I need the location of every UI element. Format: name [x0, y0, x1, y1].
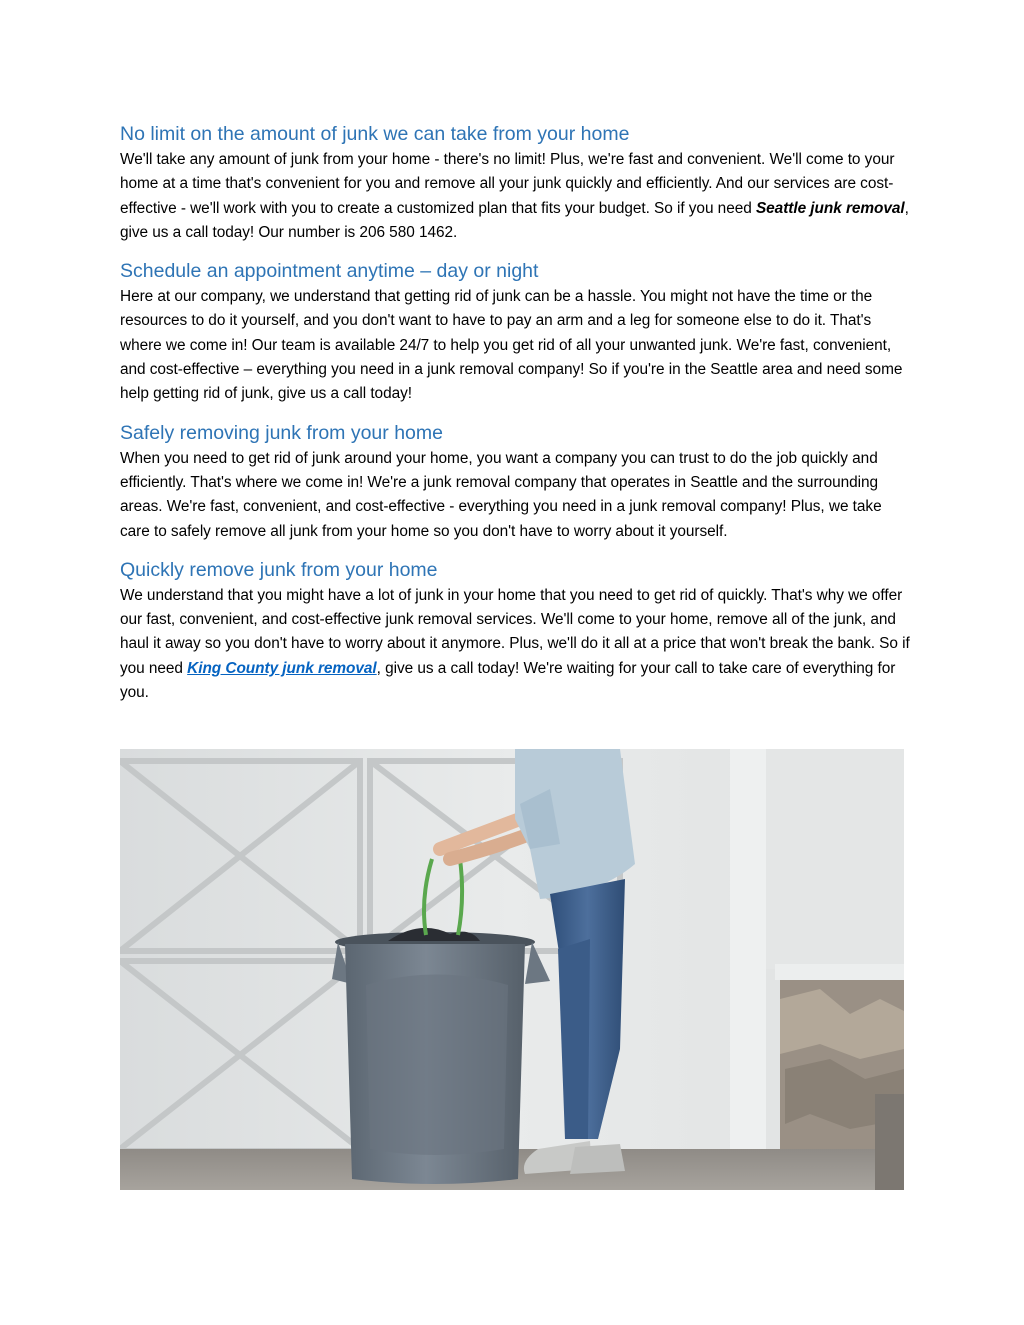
trash-can-photo [120, 749, 904, 1190]
paragraph-text: , give us a call today! We're waiting for your call to take care of everything for you. [120, 659, 896, 702]
section-heading-safely-removing: Safely removing junk from your home [120, 421, 443, 444]
paragraph-text: We'll take any amount of junk from your home - there's no limit! Plus, we're fast and convenient. We'll come to your home at a time that's convenient for you and remove all your junk quickly and efficiently. And our services are cost-effective - we'll work with you to create a customized plan that fits your budget. So if you need [120, 151, 895, 217]
paragraph-text: We understand that you might have a lot of junk in your home that you need to get rid of quickly. That's why we offer our fast, convenient, and cost-effective junk removal services. We'll come to your home, remove all of the junk, and haul it away so you don't have to worry about it anymore. Plus, we'll do it all at a price that won't break the bank. So if you need [120, 586, 910, 677]
keyword-seattle-junk-removal: Seattle junk removal [755, 199, 905, 217]
section-heading-schedule: Schedule an appointment anytime – day or night [120, 260, 539, 283]
section-paragraph-quickly-remove [120, 584, 910, 705]
paragraph-text: , give us a call today! Our number is 206 580 1462. [120, 199, 909, 241]
section-heading-no-limit: No limit on the amount of junk we can take from your home [120, 123, 630, 145]
king-county-junk-removal-link[interactable]: King County junk removal [187, 659, 377, 677]
section-paragraph-schedule: Here at our company, we understand that getting rid of junk can be a hassle. You might not have the time or the resources to do it yourself, and you don't want to have to pay an arm and a leg for someone else to do it. That's where we come in! Our team is available 24/7 to help you get rid of all your unwanted junk. We're fast, convenient, and cost-effective – everything you need in a junk removal company! So if you're in the Seattle area and need some help getting rid of junk, give us a call today! [120, 288, 903, 403]
section-heading-quickly-remove: Quickly remove junk from your home [120, 558, 438, 581]
article-body [120, 120, 910, 717]
section-paragraph-safely-removing: When you need to get rid of junk around your home, you want a company you can trust to do the job quickly and efficiently. That's where we come in! We're a junk removal company that operates in Seattle and the surrounding areas. We're fast, convenient, and cost-effective - everything you need in a junk removal company! Plus, we take care to safely remove all junk from your home so you don't have to worry about it yourself. [120, 449, 882, 540]
section-paragraph-no-limit [120, 148, 910, 245]
